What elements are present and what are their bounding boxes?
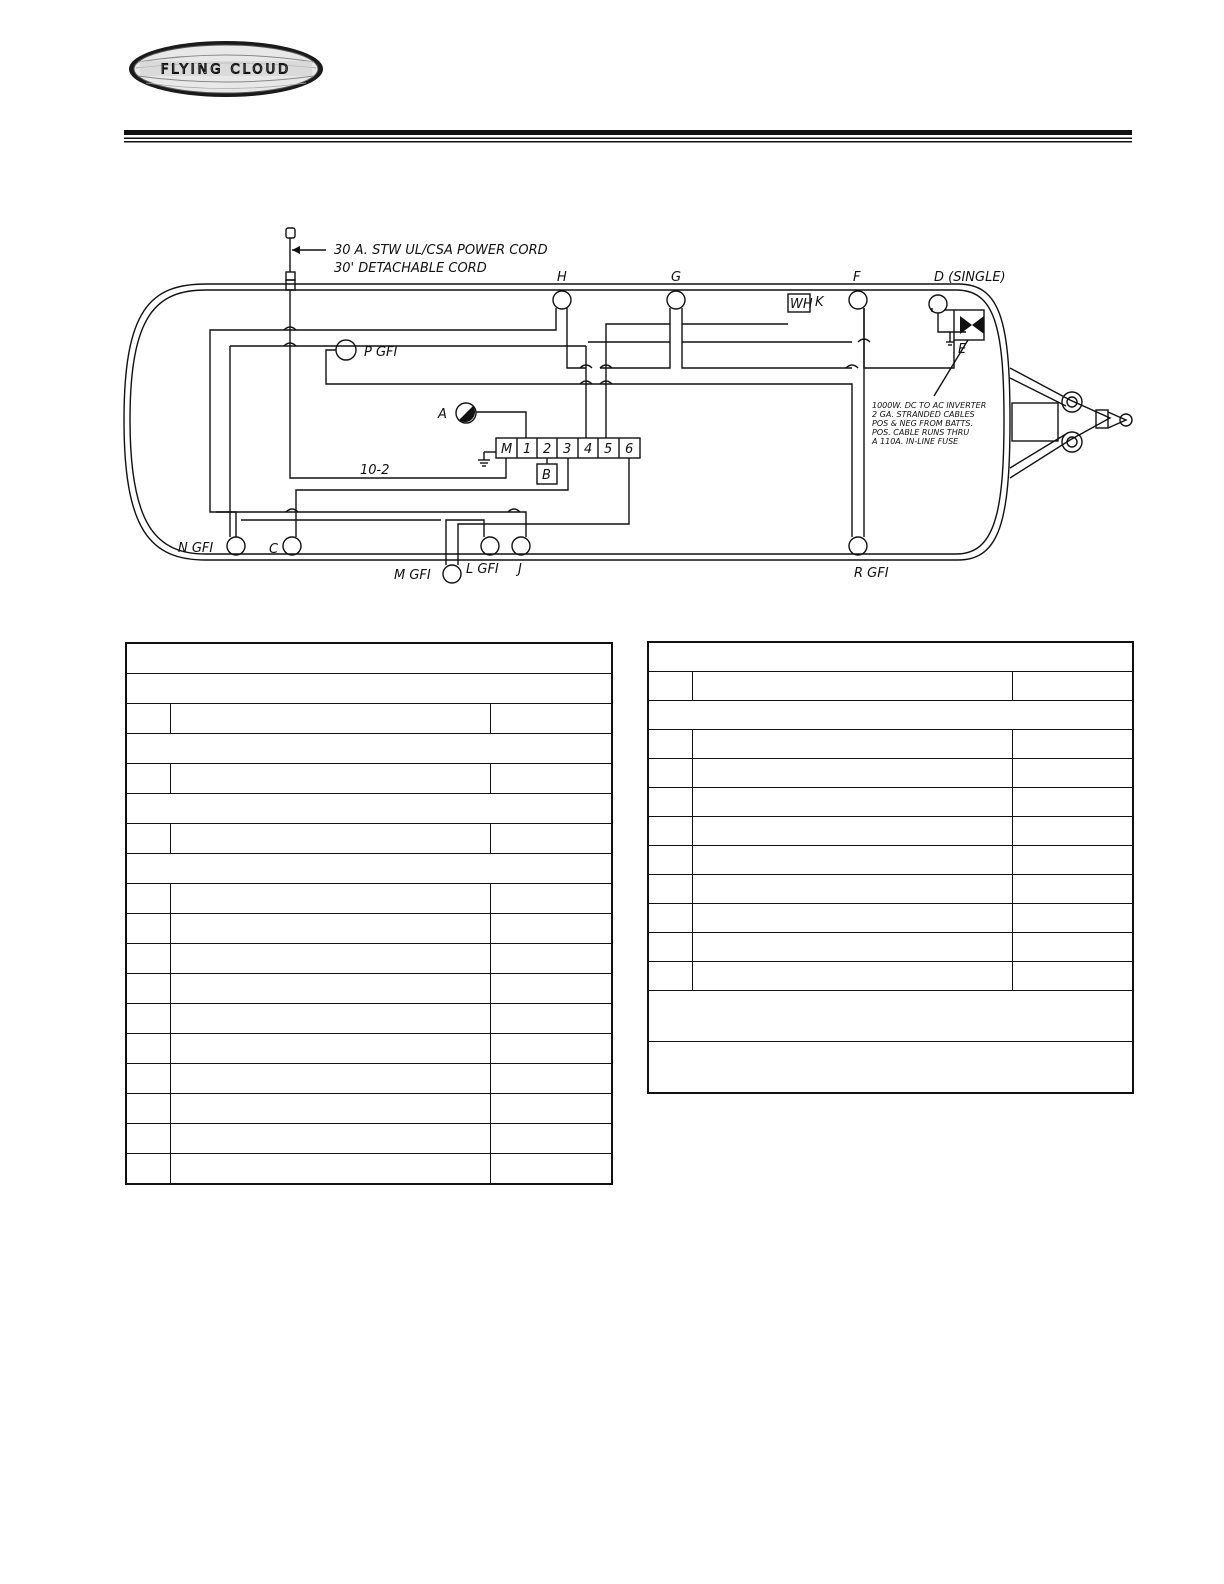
flying-cloud-logo — [126, 38, 326, 100]
table-cell — [648, 701, 1133, 730]
table-cell — [648, 846, 692, 875]
table-cell — [170, 1124, 490, 1154]
outlet-n-gfi — [227, 537, 245, 555]
table-row — [126, 1004, 612, 1034]
panel-slot-6: 6 — [625, 442, 634, 457]
inverter-note-1: 1000W. DC TO AC INVERTER — [872, 401, 987, 410]
table-row — [126, 854, 612, 884]
wiring-runs — [210, 290, 954, 565]
table-cell — [1012, 933, 1133, 962]
wire-gauge-label: 10-2 — [360, 463, 390, 478]
table-cell — [490, 1154, 612, 1185]
power-cord-label-2: 30' DETACHABLE CORD — [334, 261, 487, 276]
table-row — [126, 1154, 612, 1185]
outlet-l-gfi — [481, 537, 499, 555]
outlet-h-label: H — [557, 270, 567, 285]
inverter-note-2: 2 GA. STRANDED CABLES — [872, 410, 975, 419]
table-cell — [126, 643, 612, 674]
table-cell — [170, 1094, 490, 1124]
table-cell — [170, 884, 490, 914]
table-row — [126, 824, 612, 854]
table-cell — [648, 962, 692, 991]
table-cell — [648, 904, 692, 933]
table-cell — [490, 1004, 612, 1034]
table-cell — [126, 674, 612, 704]
table-cell — [692, 962, 1012, 991]
table-cell — [170, 764, 490, 794]
table-row — [648, 730, 1133, 759]
table-cell — [692, 846, 1012, 875]
table-row — [126, 674, 612, 704]
outlet-r-gfi — [849, 537, 867, 555]
table-cell — [126, 1034, 170, 1064]
outlet-n-gfi-label: N GFI — [178, 541, 214, 556]
table-row — [126, 764, 612, 794]
table-cell — [648, 788, 692, 817]
panel-slot-2: 2 — [543, 442, 552, 457]
outlet-p-gfi-label: P GFI — [364, 345, 398, 360]
panel-slot-4: 4 — [584, 442, 593, 457]
table-cell — [1012, 759, 1133, 788]
table-row — [126, 734, 612, 764]
table-cell — [490, 704, 612, 734]
table-cell — [648, 875, 692, 904]
table-cell — [692, 759, 1012, 788]
table-cell — [170, 704, 490, 734]
table-row — [648, 701, 1133, 730]
table-row — [126, 1124, 612, 1154]
table-cell — [648, 730, 692, 759]
table-cell — [126, 824, 170, 854]
outlet-r-gfi-label: R GFI — [854, 566, 889, 581]
table-cell — [648, 672, 692, 701]
table-cell — [490, 1064, 612, 1094]
right-table — [647, 641, 1134, 1094]
table-cell — [170, 944, 490, 974]
table-row — [648, 672, 1133, 701]
table-cell — [126, 854, 612, 884]
table-cell — [1012, 730, 1133, 759]
header-rule — [124, 128, 1132, 144]
table-row — [648, 788, 1133, 817]
panel-slot-m: M — [501, 442, 513, 457]
table-cell — [692, 672, 1012, 701]
outlet-f-label: F — [853, 270, 861, 285]
table-cell — [692, 904, 1012, 933]
outlet-c — [283, 537, 301, 555]
power-cord-label-1: 30 A. STW UL/CSA POWER CORD — [334, 243, 548, 258]
table-cell — [692, 817, 1012, 846]
table-cell — [648, 759, 692, 788]
table-cell — [1012, 788, 1133, 817]
table-cell — [170, 824, 490, 854]
table-cell — [490, 1094, 612, 1124]
wiring-diagram — [120, 224, 1140, 592]
table-cell — [490, 914, 612, 944]
table-cell — [126, 1154, 170, 1185]
table-cell — [126, 734, 612, 764]
table-cell — [126, 1064, 170, 1094]
table-cell — [126, 1124, 170, 1154]
table-cell — [648, 817, 692, 846]
table-cell — [126, 1004, 170, 1034]
inverter-note-4: POS. CABLE RUNS THRU — [872, 428, 970, 437]
table-row — [126, 1034, 612, 1064]
table-cell — [126, 704, 170, 734]
table-row — [648, 642, 1133, 672]
water-heater-label: K — [815, 295, 824, 310]
outlet-l-gfi-label: L GFI — [466, 562, 499, 577]
table-row — [648, 962, 1133, 991]
table-cell — [126, 974, 170, 1004]
outlet-d-label: D (SINGLE) — [934, 270, 1006, 285]
table-row — [126, 704, 612, 734]
table-cell — [648, 642, 1133, 672]
table-cell — [1012, 672, 1133, 701]
table-cell — [126, 914, 170, 944]
table-row — [648, 933, 1133, 962]
table-row — [648, 1042, 1133, 1094]
table-cell — [126, 794, 612, 824]
table-cell — [126, 1094, 170, 1124]
outlet-m-gfi — [443, 565, 461, 583]
table-cell — [490, 1124, 612, 1154]
power-cord — [286, 228, 326, 290]
panel-slot-3: 3 — [563, 442, 572, 457]
table-row — [126, 884, 612, 914]
table-cell — [170, 1064, 490, 1094]
table-cell — [648, 933, 692, 962]
table-row — [648, 817, 1133, 846]
table-row — [126, 1094, 612, 1124]
outlet-p-gfi — [336, 340, 356, 360]
table-row — [648, 991, 1133, 1042]
table-cell — [170, 1034, 490, 1064]
table-row — [126, 974, 612, 1004]
outlet-c-label: C — [269, 542, 279, 557]
table-cell — [648, 1042, 1133, 1094]
panel-slot-5: 5 — [604, 442, 613, 457]
table-row — [648, 875, 1133, 904]
outlet-j-label: J — [518, 562, 522, 577]
table-cell — [1012, 962, 1133, 991]
inverter-note-3: POS & NEG FROM BATTS. — [872, 419, 973, 428]
table-row — [126, 914, 612, 944]
table-row — [648, 904, 1133, 933]
table-row — [126, 794, 612, 824]
table-cell — [1012, 875, 1133, 904]
table-cell — [1012, 817, 1133, 846]
table-cell — [170, 1154, 490, 1185]
table-cell — [1012, 904, 1133, 933]
table-cell — [490, 884, 612, 914]
ground-symbol — [478, 452, 496, 466]
table-cell — [692, 875, 1012, 904]
table-row — [648, 846, 1133, 875]
panel-slot-1: 1 — [523, 442, 532, 457]
outlet-m-gfi-label: M GFI — [394, 568, 431, 583]
breaker-b-label: B — [542, 468, 551, 483]
outlet-g — [667, 291, 685, 309]
left-table — [125, 642, 613, 1185]
outlet-g-label: G — [671, 270, 682, 285]
table-row — [126, 1064, 612, 1094]
table-cell — [170, 1004, 490, 1034]
table-cell — [648, 991, 1133, 1042]
outlet-f — [849, 291, 867, 309]
table-row — [126, 944, 612, 974]
table-cell — [490, 764, 612, 794]
outlet-h — [553, 291, 571, 309]
table-cell — [490, 944, 612, 974]
fixture-a-label: A — [438, 407, 447, 422]
water-heater-text: WH — [790, 297, 813, 312]
table-cell — [170, 914, 490, 944]
table-cell — [490, 974, 612, 1004]
table-cell — [692, 788, 1012, 817]
table-row — [648, 759, 1133, 788]
inverter-note-5: A 110A. IN-LINE FUSE — [872, 437, 959, 446]
table-row — [126, 643, 612, 674]
table-cell — [126, 884, 170, 914]
trailer-hitch — [1010, 368, 1132, 478]
table-cell — [1012, 846, 1133, 875]
outlet-j — [512, 537, 530, 555]
table-cell — [692, 933, 1012, 962]
logo-text: FLYING CLOUD — [160, 62, 292, 78]
inverter-label: E — [958, 342, 967, 357]
table-cell — [692, 730, 1012, 759]
table-cell — [126, 764, 170, 794]
table-cell — [490, 1034, 612, 1064]
table-cell — [490, 824, 612, 854]
table-cell — [170, 974, 490, 1004]
table-cell — [126, 944, 170, 974]
